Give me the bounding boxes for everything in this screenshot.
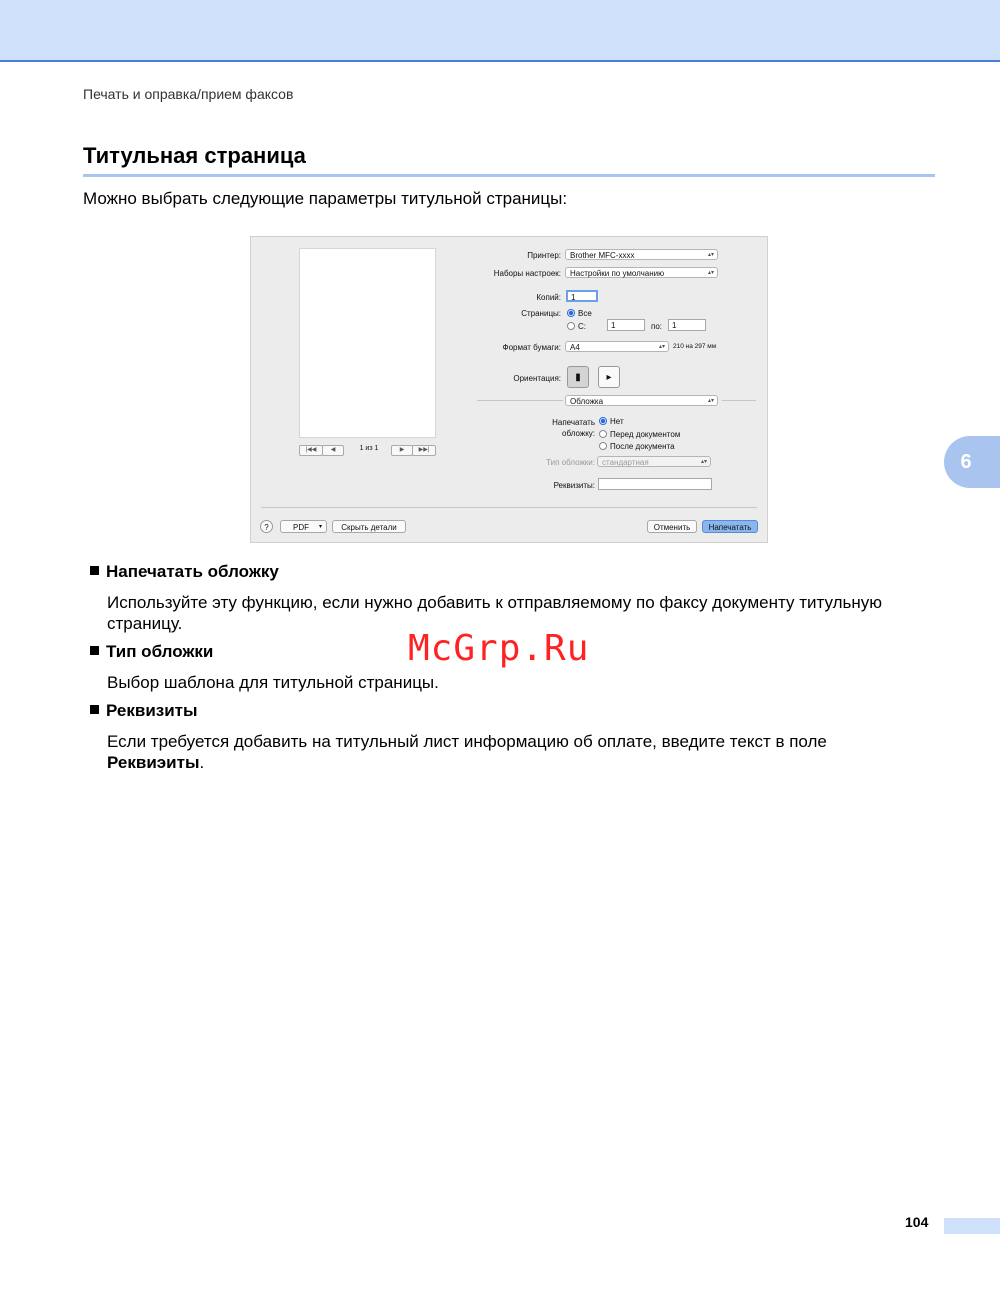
copies-label: Копий:: [536, 293, 561, 302]
item-body: Выбор шаблона для титульной страницы.: [107, 673, 439, 692]
item-body: Используйте эту функцию, если нужно добавить к отправляемому по факсу документу титульную страницу.: [107, 593, 883, 633]
title-underline: [83, 174, 935, 177]
hide-details-button[interactable]: Скрыть детали: [332, 520, 406, 533]
cover-label: [535, 417, 595, 439]
item-body-end: .: [199, 753, 205, 772]
paper-size-text: 210 на 297 мм: [673, 343, 717, 350]
presets-select[interactable]: [565, 267, 718, 278]
pdf-label: PDF: [293, 523, 309, 532]
presets-label: Наборы настроек:: [493, 269, 561, 278]
landscape-icon: ▸: [606, 372, 612, 383]
item-heading: [90, 642, 213, 662]
preview-first-button[interactable]: |◀◀: [299, 445, 323, 456]
breadcrumb: Печать и оправка/прием факсов: [83, 86, 294, 102]
chevron-down-icon: ▾: [318, 524, 322, 530]
printer-label: Принтер:: [527, 251, 561, 260]
help-icon: ?: [264, 523, 269, 532]
top-banner: [0, 0, 1000, 62]
bullet-square-icon: [90, 646, 99, 655]
intro-text: Можно выбрать следующие параметры титульной страницы:: [83, 189, 568, 208]
cover-after-radio[interactable]: [599, 442, 607, 450]
portrait-button[interactable]: [567, 366, 589, 388]
printer-select[interactable]: [565, 249, 718, 260]
paper-value: A4: [570, 343, 580, 352]
divider: [261, 507, 757, 508]
cover-before-radio[interactable]: [599, 430, 607, 438]
item-heading: [90, 562, 279, 582]
section-title: Титульная страница: [83, 143, 306, 168]
pages-to-field[interactable]: 1: [668, 319, 706, 331]
divider: [477, 400, 563, 401]
bullet-square-icon: [90, 566, 99, 575]
page-preview: [299, 248, 436, 438]
chevron-updown-icon: ▴▾: [707, 398, 714, 404]
orientation-label: Ориентация:: [513, 374, 561, 383]
pages-label: Страницы:: [521, 309, 561, 318]
cover-label-line-1: Напечатать: [552, 418, 595, 427]
preview-last-button[interactable]: ▶▶|: [412, 445, 436, 456]
billing-label: Реквизиты:: [553, 481, 595, 490]
pdf-menu-button[interactable]: [280, 520, 327, 533]
pages-range-radio[interactable]: [567, 322, 575, 330]
item-body-bold: Реквиэиты: [107, 753, 200, 772]
pages-all-radio[interactable]: [567, 309, 575, 317]
item-body: [107, 731, 937, 773]
pages-all-label: Все: [578, 309, 592, 318]
cover-before-label: Перед документом: [610, 430, 681, 439]
page-number: 104: [905, 1214, 929, 1230]
item-body-text: Если требуется добавить на титульный лист информацию об оплате, введите текст в поле: [107, 732, 827, 751]
chevron-updown-icon: ▴▾: [707, 252, 714, 258]
pages-from-label: С:: [578, 322, 586, 331]
cover-type-value: стандартная: [602, 458, 649, 467]
chevron-updown-icon: ▴▾: [700, 459, 707, 465]
item-title: Реквизиты: [106, 701, 198, 720]
preview-page-label: 1 из 1: [359, 445, 379, 452]
bullet-square-icon: [90, 705, 99, 714]
cover-type-label: Тип обложки:: [546, 458, 595, 467]
preview-next-button[interactable]: ▶: [391, 445, 413, 456]
print-dialog-screenshot: [250, 236, 768, 543]
paper-label: Формат бумаги:: [502, 343, 561, 352]
chevron-updown-icon: ▴▾: [707, 270, 714, 276]
divider: [722, 400, 756, 401]
cover-none-radio[interactable]: [599, 417, 607, 425]
printer-value: Brother MFC-xxxx: [570, 251, 635, 260]
cover-after-label: После документа: [610, 442, 675, 451]
landscape-button[interactable]: [598, 366, 620, 388]
billing-field[interactable]: [598, 478, 712, 490]
help-button[interactable]: [260, 520, 273, 533]
paper-select[interactable]: [565, 341, 669, 352]
chevron-updown-icon: ▴▾: [658, 344, 665, 350]
item-title: Тип обложки: [106, 642, 214, 661]
print-button[interactable]: Напечатать: [702, 520, 758, 533]
chapter-tab: 6: [944, 436, 1000, 488]
cover-label-line-2: обложку:: [562, 429, 595, 438]
copies-field[interactable]: 1: [566, 290, 598, 302]
portrait-icon: ▮: [575, 372, 581, 383]
section-select[interactable]: [565, 395, 718, 406]
item-heading: [90, 701, 198, 721]
item-title: Напечатать обложку: [106, 562, 279, 581]
watermark: McGrp.Ru: [408, 628, 590, 669]
pages-to-label: по:: [651, 322, 663, 331]
pages-from-field[interactable]: 1: [607, 319, 645, 331]
footer-band: [944, 1218, 1000, 1234]
cancel-button[interactable]: Отменить: [647, 520, 697, 533]
presets-value: Настройки по умолчанию: [570, 269, 665, 278]
cover-type-select[interactable]: [597, 456, 711, 467]
section-value: Обложка: [570, 397, 604, 406]
cover-none-label: Нет: [610, 417, 624, 426]
preview-prev-button[interactable]: ◀: [322, 445, 344, 456]
